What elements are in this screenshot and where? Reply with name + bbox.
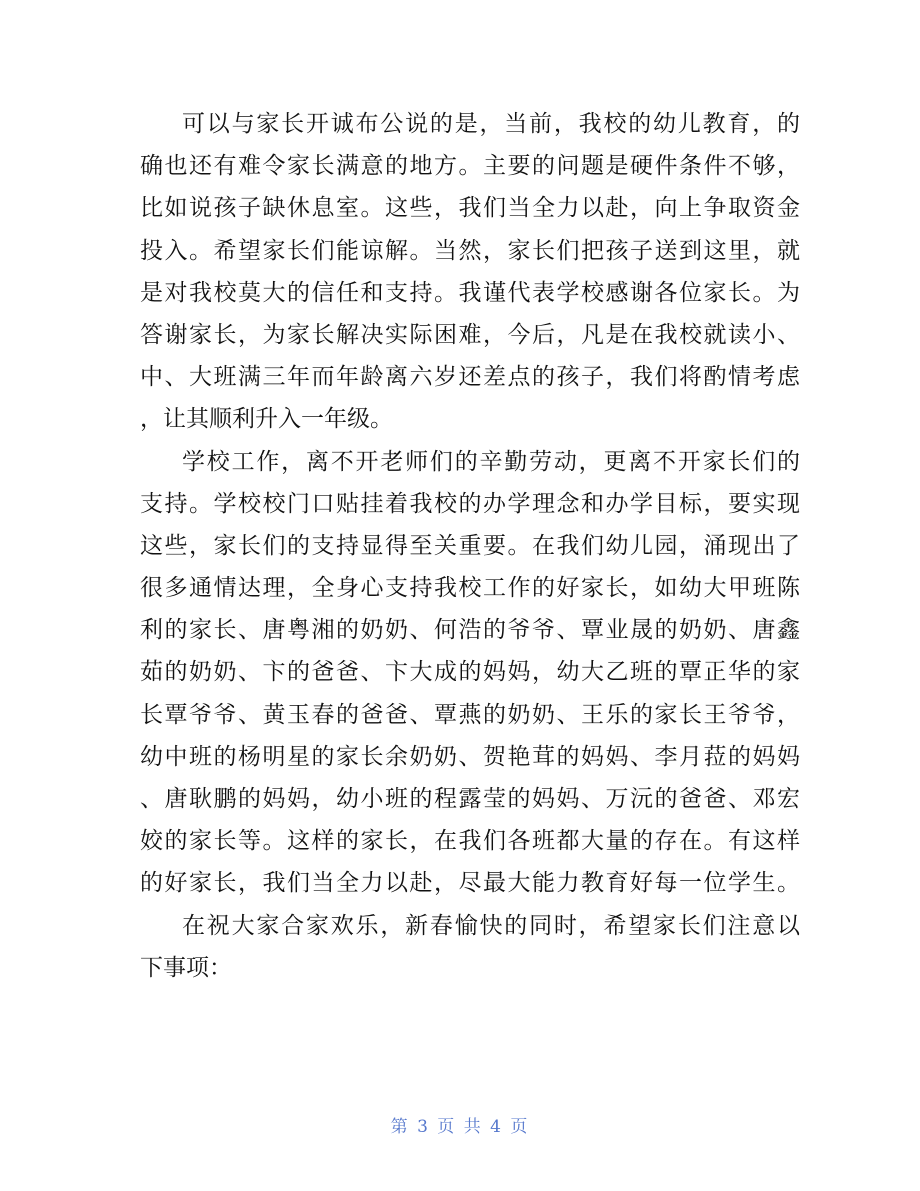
- paragraph-line: 支持。学校校门口贴挂着我校的办学理念和办学目标，要实现: [140, 490, 800, 517]
- paragraph-line: 、唐耿鹏的妈妈，幼小班的程露莹的妈妈、万沅的爸爸、邓宏: [140, 786, 800, 812]
- paragraph-line: 可以与家长开诚布公说的是，当前，我校的幼儿教育，的: [182, 111, 800, 137]
- paragraph-line: 茹的奶奶、卞的爸爸、卞大成的妈妈，幼大乙班的覃正华的家: [140, 659, 800, 686]
- paragraph-line: 学校工作，离不开老师们的辛勤劳动，更离不开家长们的: [182, 448, 800, 475]
- paragraph-line: 幼中班的杨明星的家长余奶奶、贺艳茸的妈妈、李月菈的妈妈: [140, 743, 800, 770]
- paragraph-line: 投入。希望家长们能谅解。当然，家长们把孩子送到这里，就: [140, 237, 800, 264]
- paragraph-line: 中、大班满三年而年龄离六岁还差点的孩子，我们将酌情考虑: [140, 364, 800, 391]
- body-text: [140, 103, 800, 989]
- paragraph-line: 比如说孩子缺休息室。这些，我们当全力以赴，向上争取资金: [140, 195, 800, 222]
- paragraph-line: 确也还有难令家长满意的地方。主要的问题是硬件条件不够，: [140, 153, 800, 180]
- paragraph-line: 利的家长、唐粤湘的奶奶、何浩的爷爷、覃业晟的奶奶、唐鑫: [140, 617, 800, 644]
- paragraph-line: 姣的家长等。这样的家长，在我们各班都大量的存在。有这样: [140, 828, 800, 855]
- paragraph-line: 答谢家长，为家长解决实际困难，今后，凡是在我校就读小、: [140, 321, 800, 348]
- paragraph-line: 的好家长，我们当全力以赴，尽最大能力教育好每一位学生。: [140, 870, 800, 897]
- paragraph-line: 很多通情达理，全身心支持我校工作的好家长，如幼大甲班陈: [140, 575, 800, 602]
- paragraph-line: 下事项：: [140, 954, 232, 981]
- paragraph-line: 在祝大家合家欢乐，新春愉快的同时，希望家长们注意以: [182, 912, 800, 939]
- paragraph-line: 是对我校莫大的信任和支持。我谨代表学校感谢各位家长。为: [140, 279, 800, 306]
- paragraph-line: 这些，家长们的支持显得至关重要。在我们幼儿园，涌现出了: [140, 532, 800, 559]
- page-number-footer: 第 3 页 共 4 页: [390, 1117, 530, 1137]
- paragraph-line: 长覃爷爷、黄玉春的爸爸、覃燕的奶奶、王乐的家长王爷爷，: [140, 701, 800, 728]
- paragraph-line: ，让其顺利升入一年级。: [140, 406, 393, 433]
